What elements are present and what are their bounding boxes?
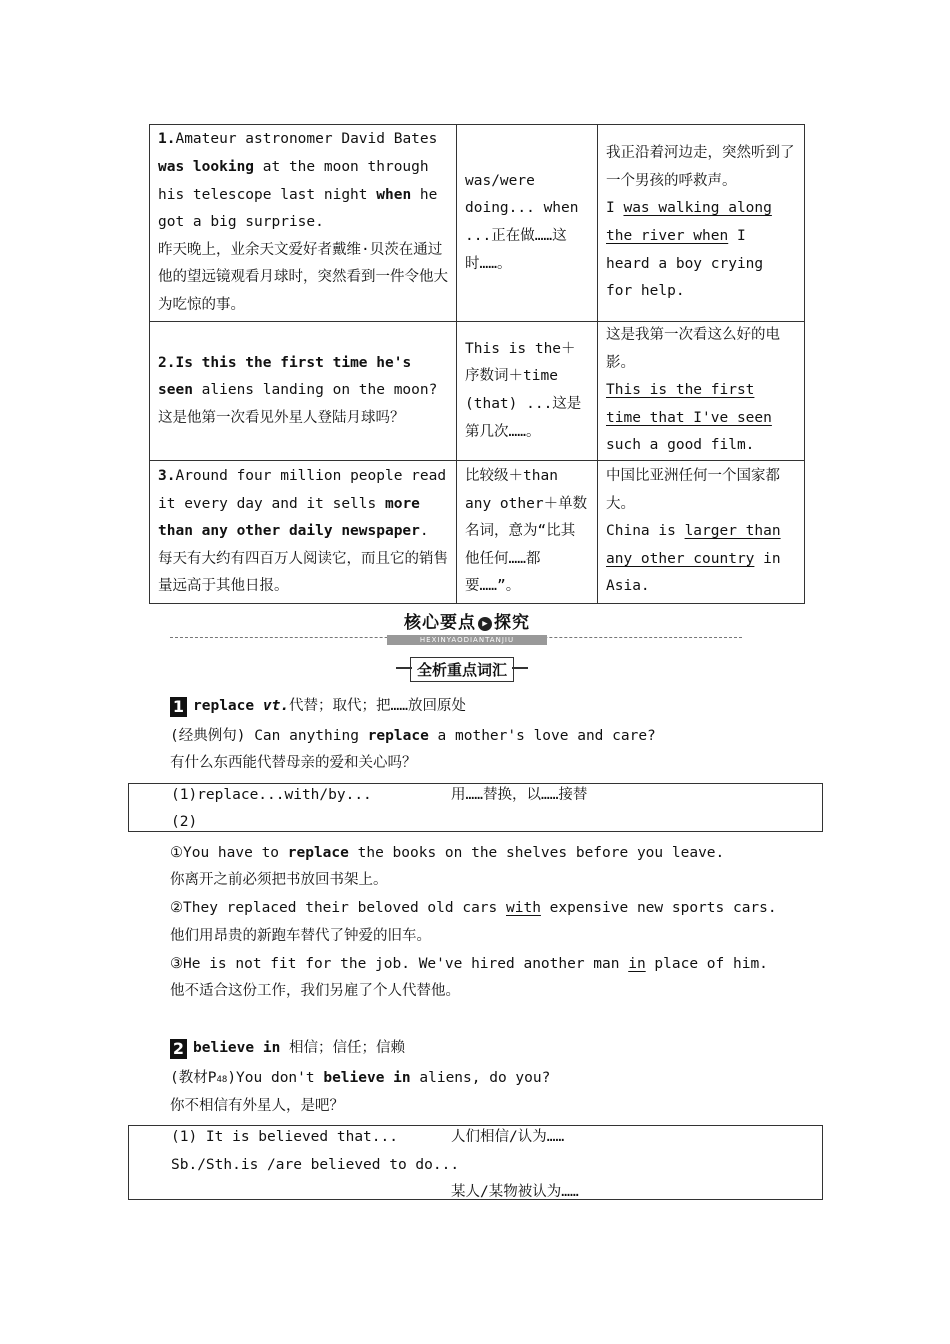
practice-cell: 我正沿着河边走，突然听到了一个男孩的呼救声。 I was walking along the river when I heard a boy crying for help.: [598, 125, 805, 322]
example-sentence: (教材P48)You don't believe in aliens, do you?: [170, 1070, 551, 1086]
vocab-heading: 2 believe in 相信；信任；信赖: [170, 1038, 405, 1059]
practice-cell: 中国比亚洲任何一个国家都大。 China is larger than any other country in Asia.: [598, 461, 805, 604]
section-banner: 核心要点 ▶ 探究 HEXINYAODIANTANJIU: [384, 608, 550, 644]
example-cell: 2.Is this the first time he's seen aliens landing on the moon? 这是他第一次看见外星人登陆月球吗？: [150, 322, 457, 461]
subsection-heading: 全析重点词汇: [410, 657, 514, 681]
pattern-cell: 比较级＋than any other＋单数名词，意为“比其他任何……都要……”。: [457, 461, 598, 604]
pattern-cell: This is the＋序数词＋time (that) ...这是第几次……。: [457, 322, 598, 461]
example-sentence: (经典例句) Can anything replace a mother's love and care?: [170, 728, 656, 744]
example-cell: 3.Around four million people read it every day and it sells more than any other daily newspaper. 每天有大约有四百万人阅读它，而且它的销售量远高于其他日报。: [150, 461, 457, 604]
item-number-badge: 2: [170, 1039, 187, 1059]
heading-rule-right: [512, 667, 528, 669]
heading-rule-left: [396, 667, 412, 669]
practice-sentence: ③He is not fit for the job. We've hired another man in place of him.: [170, 956, 768, 972]
usage-box: (1)replace...with/by... 用……替换，以……接替 (2): [128, 783, 823, 832]
vocab-heading: 1 replace vt.代替；取代；把……放回原处: [170, 696, 466, 717]
pattern-cell: was/were doing... when ...正在做……这时……。: [457, 125, 598, 322]
item-number-badge: 1: [170, 697, 187, 717]
banner-subtitle: HEXINYAODIANTANJIU: [387, 635, 547, 645]
example-translation: 有什么东西能代替母亲的爱和关心吗？: [170, 755, 417, 771]
practice-cell: 这是我第一次看这么好的电影。 This is the first time that I've seen such a good film.: [598, 322, 805, 461]
arrow-right-icon: ▶: [478, 617, 492, 631]
practice-translation: 他们用昂贵的新跑车替代了钟爱的旧车。: [170, 928, 431, 944]
usage-box: (1) It is believed that... 人们相信/认为…… Sb./Sth.is /are believed to do... 某人/某物被认为……: [128, 1125, 823, 1200]
table-row: [150, 461, 805, 604]
practice-translation: 你离开之前必须把书放回书架上。: [170, 872, 388, 888]
practice-translation: 他不适合这份工作，我们另雇了个人代替他。: [170, 983, 460, 999]
example-cell: 1.Amateur astronomer David Bates was looking at the moon through his telescope last night when he got a big surprise. 昨天晚上，业余天文爱好者戴维·贝茨在通过他的望远镜观看月球时，突然看到一件令他大为吃惊的事。: [150, 125, 457, 322]
table-row: [150, 125, 805, 322]
example-translation: 你不相信有外星人，是吧？: [170, 1098, 344, 1114]
grammar-table: [149, 124, 805, 604]
practice-sentence: ①You have to replace the books on the shelves before you leave.: [170, 845, 725, 861]
table-row: [150, 322, 805, 461]
practice-sentence: ②They replaced their beloved old cars with expensive new sports cars.: [170, 900, 777, 916]
